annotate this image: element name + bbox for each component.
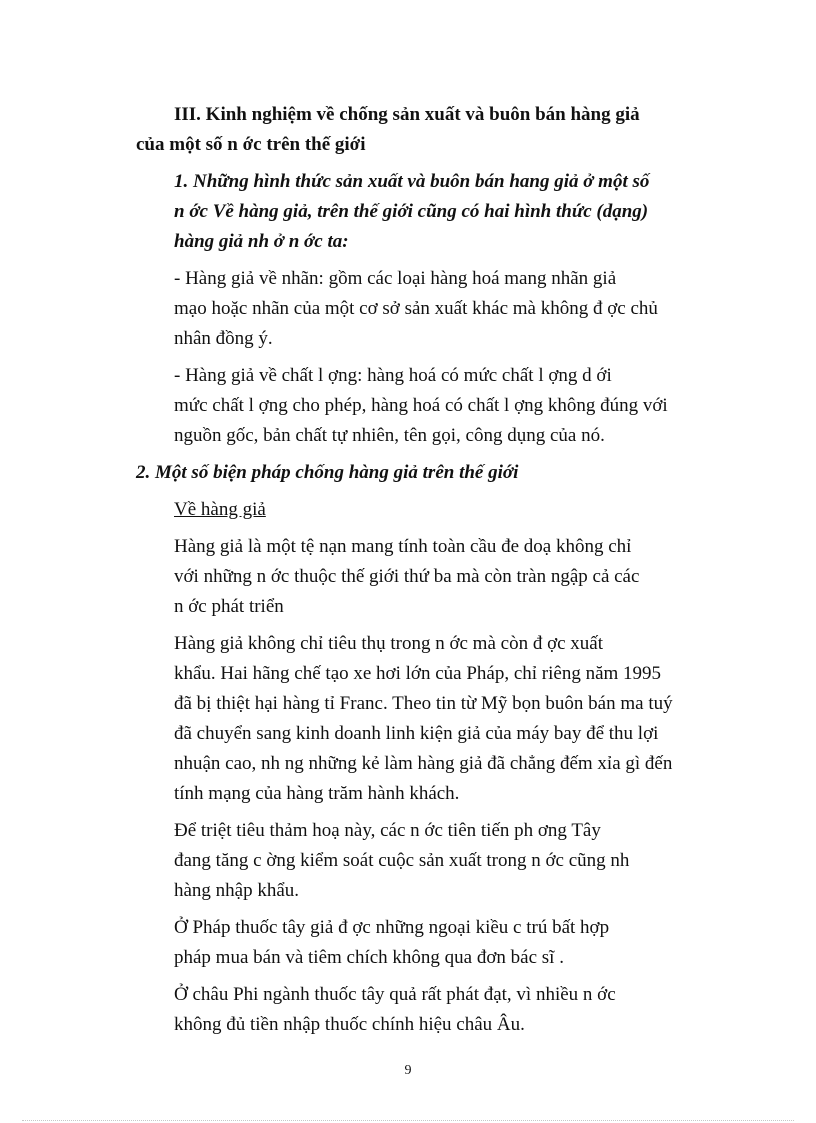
subsection-1-line-3: hàng giả nh ở n ớc ta:: [174, 231, 349, 252]
para-2-line-6: tính mạng của hàng trăm hành khách.: [174, 783, 460, 804]
para-1-line-2: với những n ớc thuộc thế giới thứ ba mà còn tràn ngập cả các: [174, 566, 640, 587]
para-2-line-3: đã bị thiệt hại hàng tỉ Franc. Theo tin từ Mỹ bọn buôn bán ma tuý: [174, 693, 673, 714]
paragraph-export: [136, 629, 721, 809]
para-1-line-3: n ớc phát triển: [174, 596, 284, 617]
bullet-1-line-3: nhân đồng ý.: [174, 328, 273, 349]
bullet-1-line-1: - Hàng giả về nhãn: gồm các loại hàng hoá mang nhãn giả: [174, 268, 617, 289]
subsection-1-title: [136, 167, 721, 257]
subsection-2-title: [136, 458, 721, 488]
subheading-counterfeit: [136, 495, 721, 525]
para-5-line-2: không đủ tiền nhập thuốc chính hiệu châu Âu.: [174, 1014, 525, 1035]
paragraph-africa: [136, 980, 721, 1040]
bullet-label-counterfeit: [136, 264, 721, 354]
para-3-line-2: đang tăng c ờng kiểm soát cuộc sản xuất trong n ớc cũng nh: [174, 850, 630, 871]
paragraph-france: [136, 913, 721, 973]
bullet-quality-counterfeit: [136, 361, 721, 451]
para-3-line-3: hàng nhập khẩu.: [174, 880, 300, 901]
subheading-text: Về hàng giả: [174, 499, 266, 520]
heading-line-1: III. Kinh nghiệm về chống sản xuất và buôn bán hàng giả: [174, 104, 640, 125]
subsection-1-line-1: 1. Những hình thức sản xuất và buôn bán hang giả ở một số: [174, 171, 650, 192]
subsection-2-line: 2. Một số biện pháp chống hàng giả trên thế giới: [136, 462, 519, 483]
para-3-line-1: Để triệt tiêu thảm hoạ này, các n ớc tiên tiến ph ơng Tây: [174, 820, 601, 841]
para-1-line-1: Hàng giả là một tệ nạn mang tính toàn cầu đe doạ không chỉ: [174, 536, 632, 557]
para-5-line-1: Ở châu Phi ngành thuốc tây quả rất phát đạt, vì nhiều n ớc: [174, 984, 616, 1005]
page-bottom-divider: [22, 1120, 794, 1121]
bullet-2-line-3: nguồn gốc, bản chất tự nhiên, tên gọi, công dụng của nó.: [174, 425, 605, 446]
para-4-line-2: pháp mua bán và tiêm chích không qua đơn bác sĩ .: [174, 947, 564, 968]
paragraph-western-control: [136, 816, 721, 906]
para-2-line-1: Hàng giả không chỉ tiêu thụ trong n ớc mà còn đ ợc xuất: [174, 633, 604, 654]
paragraph-global-problem: [136, 532, 721, 622]
para-2-line-2: khẩu. Hai hãng chế tạo xe hơi lớn của Pháp, chỉ riêng năm 1995: [174, 663, 662, 684]
page-number: 9: [404, 1063, 412, 1078]
para-2-line-5: nhuận cao, nh ng những kẻ làm hàng giả đã chẳng đếm xỉa gì đến: [174, 753, 673, 774]
heading-line-2: của một số n ớc trên thế giới: [136, 134, 366, 155]
section-heading: [136, 100, 721, 160]
subsection-1-line-2: n ớc Về hàng giả, trên thế giới cũng có hai hình thức (dạng): [174, 201, 649, 222]
document-body: [136, 100, 721, 1040]
bullet-1-line-2: mạo hoặc nhãn của một cơ sở sản xuất khác mà không đ ợc chủ: [174, 298, 658, 319]
para-2-line-4: đã chuyển sang kinh doanh linh kiện giả của máy bay để thu lợi: [174, 723, 659, 744]
para-4-line-1: Ở Pháp thuốc tây giả đ ợc những ngoại kiều c trú bất hợp: [174, 917, 610, 938]
bullet-2-line-2: mức chất l ợng cho phép, hàng hoá có chất l ợng không đúng với: [174, 395, 668, 416]
bullet-2-line-1: - Hàng giả về chất l ợng: hàng hoá có mức chất l ợng d ới: [174, 365, 612, 386]
